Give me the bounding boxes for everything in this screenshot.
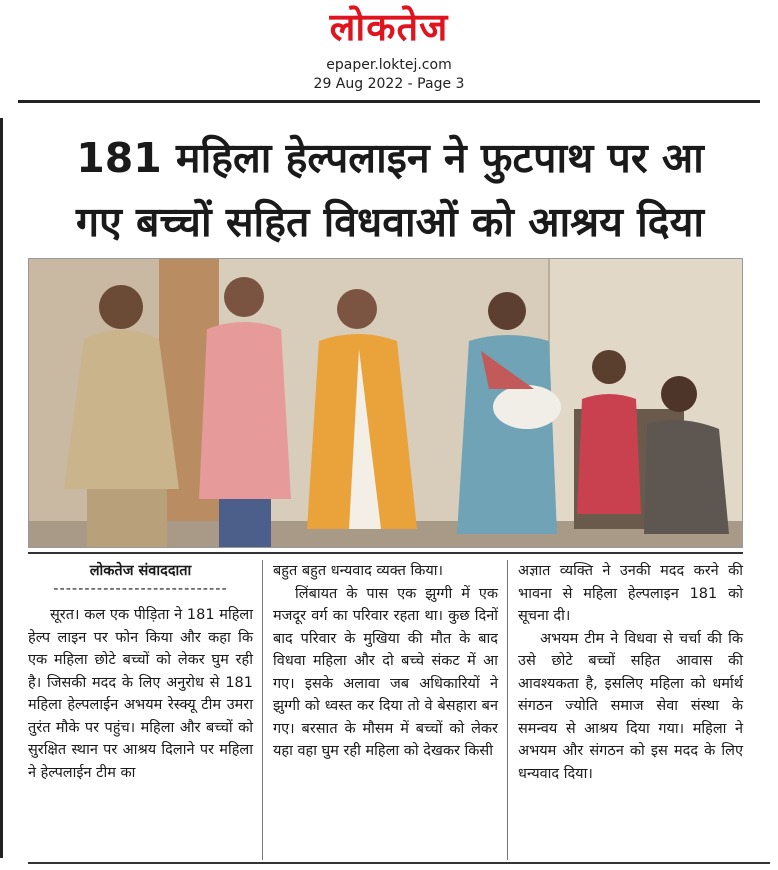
article-photo — [28, 258, 743, 548]
byline: लोकतेज संवाददाता — [89, 563, 192, 579]
group-photo-illustration — [29, 259, 743, 548]
date-page: 29 Aug 2022 - Page 3 — [313, 76, 465, 92]
paragraph: लिंबायत के पास एक झुग्गी में एक मजदूर वर्ग का परिवार रहता था। कुछ दिनों बाद परिवार के मुखिया की मौत के बाद विधवा महिला और दो बच्चे संकट में आ गए। इसके अलावा जब अधिकारियों ने झुग्गी को ध्वस्त कर दिया तो वे बेसहारा बन गए। बरसात के मौसम में बच्चों को लेकर यहा वहा घुम रही महिला को देखकर किसी — [273, 585, 498, 759]
headline-line-2: गए बच्चों सहित विधवाओं को आश्रय दिया — [76, 198, 704, 246]
site-url[interactable]: epaper.loktej.com — [326, 57, 452, 73]
article-headline — [30, 126, 750, 254]
paragraph: अभयम टीम ने विधवा से चर्चा की कि उसे छोटे बच्चों सहित आवास की आवश्यकता है, इसलिए महिला को धर्मार्थ संगठन ज्योति समाज सेवा संस्था के समन्वय से आश्रय दिया गया। महिला ने अभयम और संगठन को इस मदद के लिए धन्यवाद दिया। — [518, 630, 743, 782]
paragraph: सूरत। कल एक पीड़िता ने 181 महिला हेल्प लाइन पर फोन किया और कहा कि एक महिला छोटे बच्चों को लेकर घुम रही है। जिसकी मदद के लिए अनुरोध से 181 महिला हेल्पलाईन अभयम रेस्क्यू टीम उमरा तुरंत मौके पर पहुंच। महिला और बच्चों को सुरक्षित स्थान पर आश्रय दिलाने पर महिला ने हेल्पलाईन टीम का — [28, 607, 253, 781]
paragraph: बहुत बहुत धन्यवाद व्यक्त किया। — [273, 563, 444, 579]
masthead — [0, 0, 778, 100]
headline-line-1: 181 महिला हेल्पलाइन ने फुटपाथ पर आ — [76, 134, 704, 182]
paragraph: अज्ञात व्यक्ति ने उनकी मदद करने की भावना से महिला हेल्पलाइन 181 को सूचना दी। — [518, 563, 743, 624]
article-margin-bar — [0, 118, 3, 858]
columns-top-rule — [28, 552, 743, 554]
article-column-2 — [273, 560, 498, 763]
article-column-1 — [28, 560, 253, 784]
newspaper-logo: लोकतेज — [329, 5, 449, 49]
masthead-divider — [18, 100, 760, 103]
column-divider — [507, 560, 508, 860]
page-bottom-rule — [28, 862, 770, 864]
article-column-3 — [518, 560, 743, 785]
column-divider — [262, 560, 263, 860]
byline-divider: ---------------------------- — [53, 582, 228, 596]
